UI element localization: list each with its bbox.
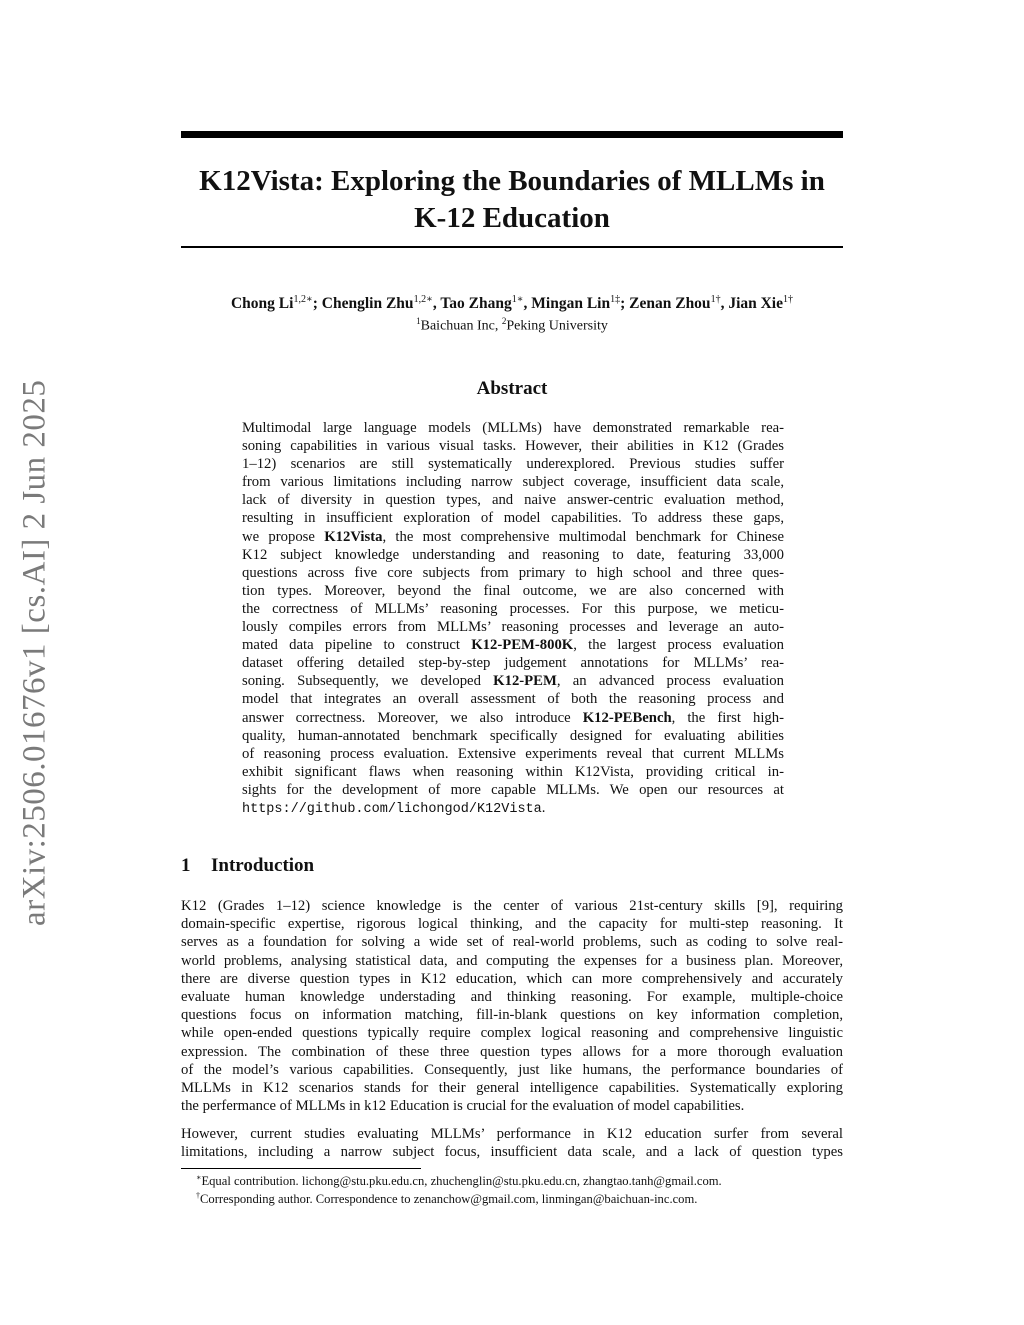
author-mark: 1∗: [511, 294, 524, 305]
body-line: questions focus on information matching, fill-in-blank questions on key information completion,: [181, 1007, 843, 1024]
section-title: Introduction: [211, 855, 315, 876]
abstract-line: sights for the development of more capable MLLMs. We open our resources at: [242, 781, 784, 798]
body-line: there are diverse question types in K12 education, which can more comprehensively and accurately: [181, 970, 843, 987]
body-line: the perfermance of MLLMs in k12 Education is crucial for the evaluation of model capabilities.: [181, 1098, 745, 1115]
abstract-body: [242, 419, 784, 817]
footnote-rule: [181, 1168, 421, 1169]
abstract-line: exhibit significant flaws when reasoning within K12Vista, providing critical in-: [242, 763, 784, 780]
body-line: of the model’s various capabilities. Consequently, just like humans, the performance boundaries of: [181, 1061, 843, 1078]
paper-title: [181, 163, 843, 237]
section-number: 1: [181, 855, 191, 876]
arxiv-identifier: arXiv:2506.01676v1 [cs.AI] 2 Jun 2025: [16, 379, 53, 927]
body-line: while open-ended questions typically require complex logical reasoning and comprehensive linguistic: [181, 1025, 843, 1042]
abstract-line: we propose K12Vista, the most comprehensive multimodal benchmark for Chinese: [242, 528, 784, 545]
author-mark: 1,2∗: [293, 294, 313, 305]
title-bottom-rule: [181, 246, 843, 248]
body-line: K12 (Grades 1–12) science knowledge is the center of various 21st-century skills [9], requiring: [181, 898, 843, 914]
abstract-line: soning. Subsequently, we developed K12-PEM, an advanced process evaluation: [242, 673, 784, 690]
author-name: Zenan Zhou: [629, 295, 711, 313]
abstract-line: tion types. Moreover, beyond the final outcome, we are also concerned with: [242, 582, 784, 599]
abstract-line: dataset offering detailed step-by-step judgement annotations for MLLMs’ rea-: [242, 655, 784, 672]
author-list: Chong $Li^{1,2∗}$; Chenglin Zhu$^{1,2∗}$, Tao Zhang$^{1∗}$, Mingan Lin$^{1\ddagger}$; Zenan Zhou$^{1\dagger}$, Jian Xie$^{1\dagger}$: [230, 294, 793, 313]
abstract-line: from various limitations including narrow subject coverage, insufficient data scale,: [242, 474, 784, 491]
abstract-line: lously compiles errors from MLLMs’ reasoning processes and leverage an auto-: [242, 619, 784, 636]
pebench-name: K12-PEBench: [582, 709, 672, 726]
abstract-line: 1–12) scenarios are still systematically underexplored. Previous studies suffer: [242, 456, 784, 473]
body-line: MLLMs in K12 scenarios stands for their general intelligence capabilities. Systematically exploring: [181, 1079, 843, 1096]
abstract-line: the correctness of MLLMs’ reasoning processes. For this purpose, we meticu-: [242, 600, 784, 617]
section-heading: [181, 855, 314, 877]
body-line: world problems, analysing statistical data, and computing the expenses for a business plan. Moreover,: [181, 952, 843, 969]
abstract-line: of reasoning process evaluation. Extensive experiments reveal that current MLLMs: [242, 745, 784, 762]
footnote-corresponding-author: †Corresponding author. Correspondence to zenanchow@gmail.com, linmingan@baichuan-inc.com.: [196, 1191, 698, 1207]
intro-paragraph-2: [181, 1125, 843, 1161]
abstract-line: questions across five core subjects from primary to high school and three ques-: [242, 564, 784, 581]
author-mark: 1†: [783, 294, 793, 305]
author-name: Tao Zhang: [440, 295, 512, 313]
author-mark: 1,2∗: [413, 294, 433, 305]
intro-paragraph-1: [181, 897, 843, 1115]
body-line: domain-specific expertise, rigorous logical thinking, and the capacity for multi-step reasoning. It: [181, 916, 843, 933]
abstract-line: model that integrates an overall assessment of both the reasoning process and: [242, 691, 784, 708]
abstract-line: mated data pipeline to construct K12-PEM-800K, the largest process evaluation: [242, 637, 784, 654]
title-line-1: K12Vista: Exploring the Boundaries of MLLMs in: [199, 165, 825, 197]
dataset-name: K12-PEM-800K: [471, 637, 574, 654]
author-name: Jian Xie: [728, 295, 783, 313]
body-line: evaluate human knowledge understading and thinking reasoning. For example, multiple-choice: [181, 988, 843, 1005]
abstract-line: Multimodal large language models (MLLMs) have demonstrated remarkable rea-: [242, 420, 784, 436]
body-line: limitations, including a narrow subject focus, insufficient data scale, and a lack of question types: [181, 1144, 843, 1161]
title-line-2: K-12 Education: [414, 202, 610, 234]
abstract-line: quality, human-annotated benchmark specifically designed for evaluating abilities: [242, 727, 784, 744]
author-mark: 1†: [710, 294, 721, 305]
abstract-line: soning capabilities in various visual tasks. However, their abilities in K12 (Grades: [242, 438, 784, 455]
author-name: Chenglin Zhu: [321, 295, 414, 313]
body-line: serves as a foundation for solving a wide set of real-world problems, such as coding to solve real-: [181, 934, 843, 951]
title-top-rule: [181, 131, 843, 138]
affiliations: $^1$Baichuan Inc, $^2$Peking University: [416, 316, 608, 334]
author-name: Chong Li: [230, 295, 294, 313]
abstract-line: K12 subject knowledge understanding and reasoning to date, featuring 33,000: [242, 546, 784, 563]
author-mark: 1‡: [610, 294, 621, 305]
footnote-equal-contribution: ∗Equal contribution. lichong@stu.pku.edu.cn, zhuchenglin@stu.pku.edu.cn, zhangtao.tanh@gmail.com.: [196, 1173, 722, 1189]
abstract-line: answer correctness. Moreover, we also introduce K12-PEBench, the first high-: [242, 709, 784, 726]
abstract-line: https://github.com/lichongod/K12Vista.: [242, 799, 546, 817]
abstract-heading: Abstract: [476, 378, 548, 399]
abstract-line: resulting in insufficient exploration of model capabilities. To address these gaps,: [242, 510, 784, 527]
github-link[interactable]: https://github.com/lichongod/K12Vista: [242, 801, 542, 817]
author-name: Mingan Lin: [531, 295, 611, 313]
benchmark-name: K12Vista: [324, 528, 383, 545]
body-line: However, current studies evaluating MLLMs’ performance in K12 education surfer from several: [181, 1126, 843, 1142]
abstract-line: lack of diversity in question types, and naive answer-centric evaluation method,: [242, 492, 784, 509]
body-line: expression. The combination of these three question types allows for a more thorough evaluation: [181, 1043, 843, 1060]
model-name: K12-PEM: [493, 673, 557, 690]
